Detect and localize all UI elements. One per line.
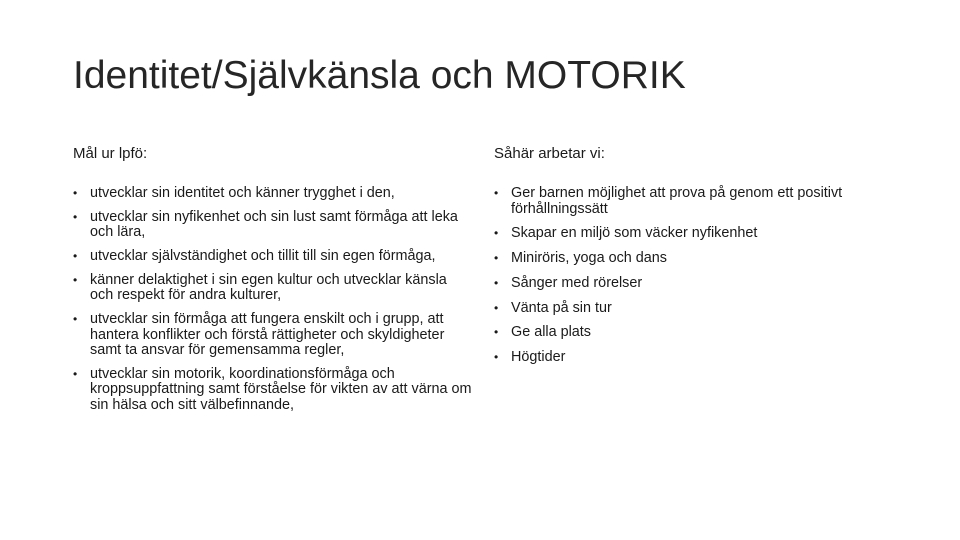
list-item-text: utvecklar sin förmåga att fungera enskilt och i grupp, att hantera konflikter och förstå rättigheter och skyldigheter samt ta ansvar för gemensamma regler, <box>90 311 445 359</box>
list-item-text: känner delaktighet i sin egen kultur och utvecklar känsla och respekt för andra kulturer, <box>90 271 447 304</box>
bullet-icon: • <box>494 350 499 365</box>
list-item-text: Miniröris, yoga och dans <box>511 250 667 267</box>
bullet-icon: • <box>73 249 78 264</box>
list-item-text: utvecklar sin motorik, koordinationsförmåga och kroppsuppfattning samt förståelse för vikten av att värna om sin hälsa och sitt välbefinnande, <box>90 365 472 413</box>
bullet-icon: • <box>73 272 78 287</box>
list-item <box>73 210 473 241</box>
list-item <box>73 312 473 359</box>
list-item <box>494 325 854 341</box>
bullet-icon: • <box>494 300 499 315</box>
list-item <box>494 226 854 242</box>
methods-heading: Såhär arbetar vi: <box>494 145 605 162</box>
list-item <box>73 273 473 304</box>
bullet-icon: • <box>73 186 78 200</box>
methods-list <box>494 186 854 366</box>
list-item-text: Skapar en miljö som väcker nyfikenhet <box>511 225 758 242</box>
list-item <box>494 276 854 292</box>
bullet-icon: • <box>73 312 78 327</box>
goals-heading: Mål ur lpfö: <box>73 145 148 162</box>
goals-list <box>73 186 473 413</box>
bullet-icon: • <box>494 275 499 290</box>
list-item <box>494 251 854 267</box>
list-item-text: Ge alla plats <box>511 324 591 341</box>
bullet-icon: • <box>494 251 499 266</box>
goals-column <box>73 144 473 422</box>
bullet-icon: • <box>494 186 499 200</box>
methods-column <box>494 144 854 375</box>
bullet-icon: • <box>494 325 499 340</box>
bullet-icon: • <box>73 366 78 381</box>
list-item-text: Vänta på sin tur <box>511 299 612 316</box>
list-item-text: utvecklar sin identitet och känner trygghet i den, <box>90 185 395 201</box>
list-item <box>73 249 473 265</box>
list-item <box>494 186 854 217</box>
bullet-icon: • <box>73 209 78 224</box>
list-item-text: Högtider <box>511 349 566 366</box>
bullet-icon: • <box>494 226 499 241</box>
list-item-text: Ger barnen möjlighet att prova på genom ett positivt förhållningssätt <box>511 185 843 217</box>
list-item-text: utvecklar självständighet och tillit till sin egen förmåga, <box>90 248 436 265</box>
list-item <box>73 186 473 202</box>
list-item-text: utvecklar sin nyfikenhet och sin lust samt förmåga att leka och lära, <box>90 208 458 241</box>
list-item-text: Sånger med rörelser <box>511 274 643 291</box>
list-item <box>494 350 854 366</box>
slide-title: Identitet/Självkänsla och MOTORIK <box>73 54 686 97</box>
list-item <box>73 367 473 414</box>
list-item <box>494 301 854 317</box>
